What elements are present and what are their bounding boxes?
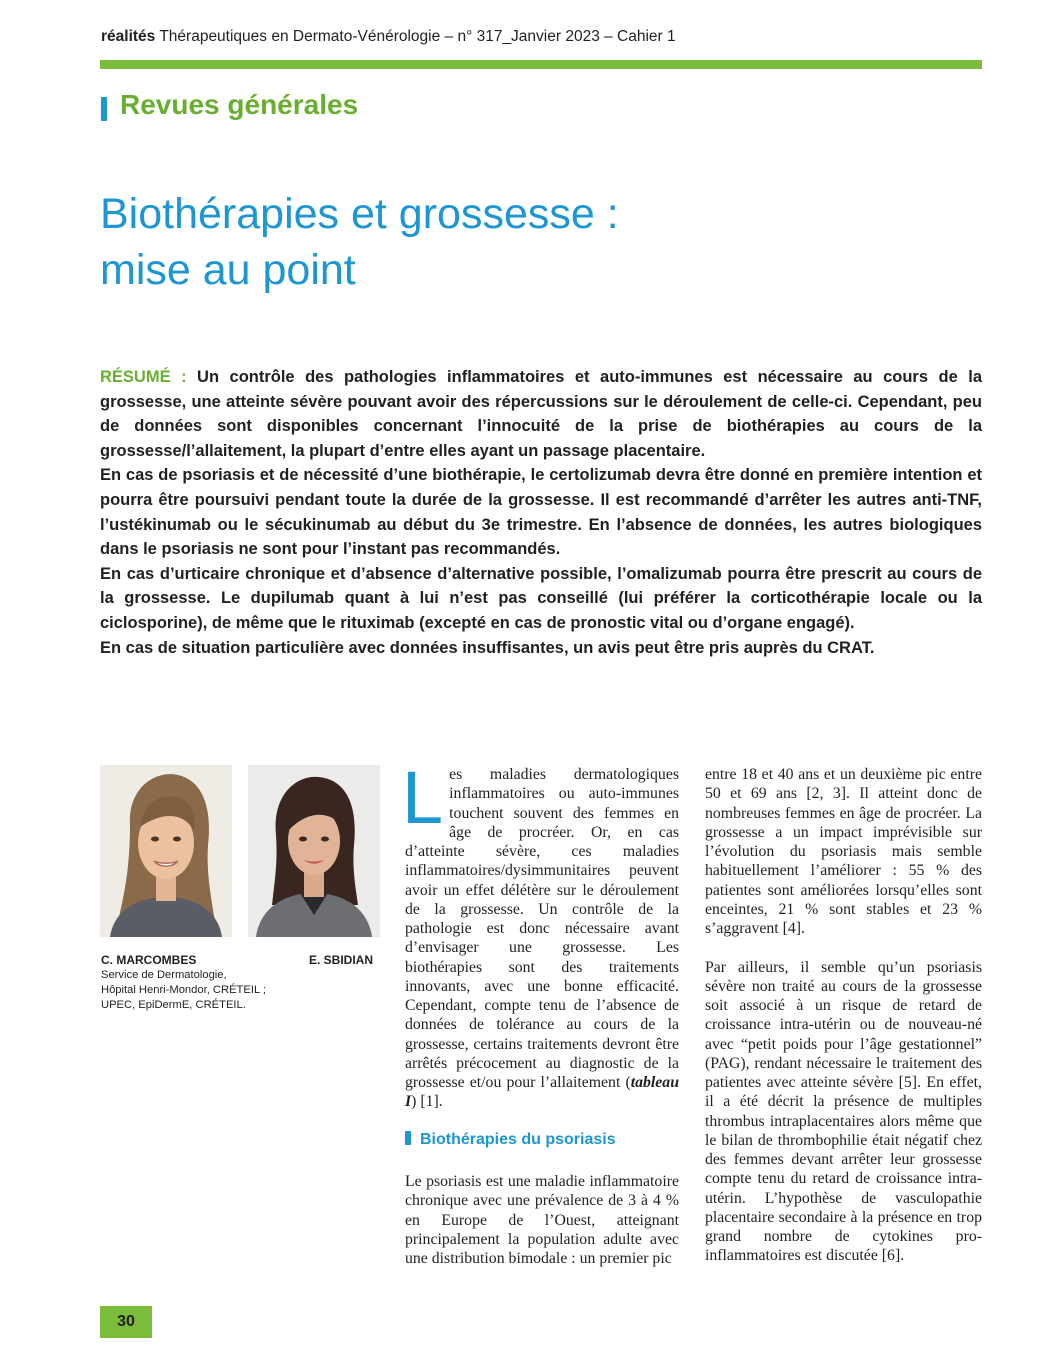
abstract-paragraph-2: En cas de psoriasis et de nécessité d’une biothérapie, le certolizumab devra être donné en première intention et pourra être poursuivi pendant toute la durée de la grossesse. Il est recommandé d’arrêter les autres anti-TNF, l’ustékinumab ou le sécukinumab au début du 3e trimestre. En l’absence de données, les autres biologiques dans le psoriasis ne sont pour l’instant pas recommandés. (100, 466, 982, 559)
abstract (100, 365, 982, 660)
intro-paragraph (402, 756, 679, 1112)
journal-issue: Thérapeutiques en Dermato-Vénérologie – n° 317_Janvier 2023 – Cahier 1 (159, 28, 676, 45)
running-header (101, 28, 676, 46)
psoriasis-paragraph-1: Le psoriasis est une maladie inflammatoire chronique avec une prévalence de 3 à 4 % en Europe de l’Ouest, atteignant principalement la population adulte avec une distribution bimodale : un premier pic (405, 1173, 679, 1267)
header-rule (100, 60, 982, 69)
abstract-text-1: Un contrôle des pathologies inflammatoires et auto-immunes est nécessaire au cours de la grossesse, une atteinte sévère pouvant avoir des répercussions sur le déroulement de celle-ci. Cependant, peu de données sont disponibles concernant l’innocuité de la prise de biothérapies au cours de la grossesse/l’allaitement, la plupart d’entre elles ayant un passage placentaire. (100, 368, 982, 460)
article-title-line-1: Biothérapies et grossesse : (100, 190, 619, 238)
affiliation-line: Hôpital Henri-Mondor, CRÉTEIL ; (101, 984, 266, 996)
abstract-paragraph-1 (100, 365, 982, 463)
body-column-1-lower (405, 1172, 679, 1268)
author-photo-sbidian (248, 765, 380, 937)
abstract-paragraph-3: En cas d’urticaire chronique et d’absence d’alternative possible, l’omalizumab pourra être prescrit au cours de la grossesse. Le dupilumab quant à lui n’est pas conseillé (lui préférer la corticothérapie locale ou la ciclosporine), de même que le rituximab (excepté en cas de pronostic vital ou d’organe engagé). (100, 564, 982, 632)
table-reference: tableau I (405, 1074, 679, 1111)
abstract-label: RÉSUMÉ : (100, 368, 187, 386)
author-portrait-1-icon (100, 765, 232, 937)
author-2-name: E. SBIDIAN (309, 953, 374, 967)
psoriasis-paragraph-1-continued: entre 18 et 40 ans et un deuxième pic entre 50 et 69 ans [2, 3]. Il atteint donc de nombreuses femmes en âge de procréer. La grossesse a un impact imprévisible sur l’évolution du psoriasis mais semble habituellement l’améliorer : 55 % des patientes sont améliorées lorsqu’elles sont enceintes, 21 % sont stables et 23 % s’aggravent [4]. (705, 766, 982, 937)
article-title (100, 186, 960, 298)
article-title-line-2: mise au point (100, 246, 356, 294)
author-photo-marcombes (100, 765, 232, 937)
page-number: 30 (117, 1313, 135, 1330)
body-column-1 (402, 756, 679, 1112)
intro-text-end: ) [1]. (411, 1093, 443, 1111)
section-label: Revues générales (120, 89, 359, 120)
drop-cap: L (402, 756, 444, 839)
author-1-name: C. MARCOMBES (101, 953, 197, 967)
body-column-2 (705, 765, 982, 1266)
psoriasis-paragraph-2: Par ailleurs, il semble qu’un psoriasis sévère non traité au cours de la grossesse soit associé à un risque de retard de croissance intra-utérin ou de nouveau-né avec “petit poids pour l’âge gestationnel” (PAG), rendant nécessaire le traitement des patientes avec atteinte sévère [5]. En effet, il a été décrit la présence de multiples thrombus intraplacentaires alors même que le bilan de thrombophilie était négatif chez des femmes devant arrêter leur grossesse compte tenu du retard de croissance intra-utérin. L’hypothèse de vasculopathie placentaire secondaire à la présence en trop grand nombre de cytokines pro-inflammatoires est discutée [6]. (705, 958, 982, 1265)
author-affiliation (101, 968, 301, 1013)
intro-text: es maladies dermatologiques inflammatoires ou auto-immunes touchent souvent des femmes en âge de procréer. Or, en cas d’atteinte sévère, ces maladies inflammatoires/dysimmunitaires peuvent avoir un effet délétère sur le déroulement de la grossesse. Un contrôle de la pathologie est donc nécessaire avant d’envisager une grossesse. Les biothérapies sont des traitements innovants, avec une bonne efficacité. Cependant, compte tenu de l’absence de données de tolérance au cours de la grossesse, certains traitements devront être arrêtés précocement au diagnostic de la grossesse et/ou pour l’allaitement ( (405, 766, 679, 1091)
affiliation-line: UPEC, EpiDermE, CRÉTEIL. (101, 999, 246, 1011)
affiliation-line: Service de Dermatologie, (101, 969, 227, 981)
subheading-psoriasis: Biothérapies du psoriasis (405, 1131, 616, 1149)
journal-brand: réalités (101, 28, 156, 45)
abstract-paragraph-4: En cas de situation particulière avec données insuffisantes, un avis peut être pris auprès du CRAT. (100, 638, 875, 657)
author-portrait-2-icon (248, 765, 380, 937)
section-marker (101, 97, 107, 121)
